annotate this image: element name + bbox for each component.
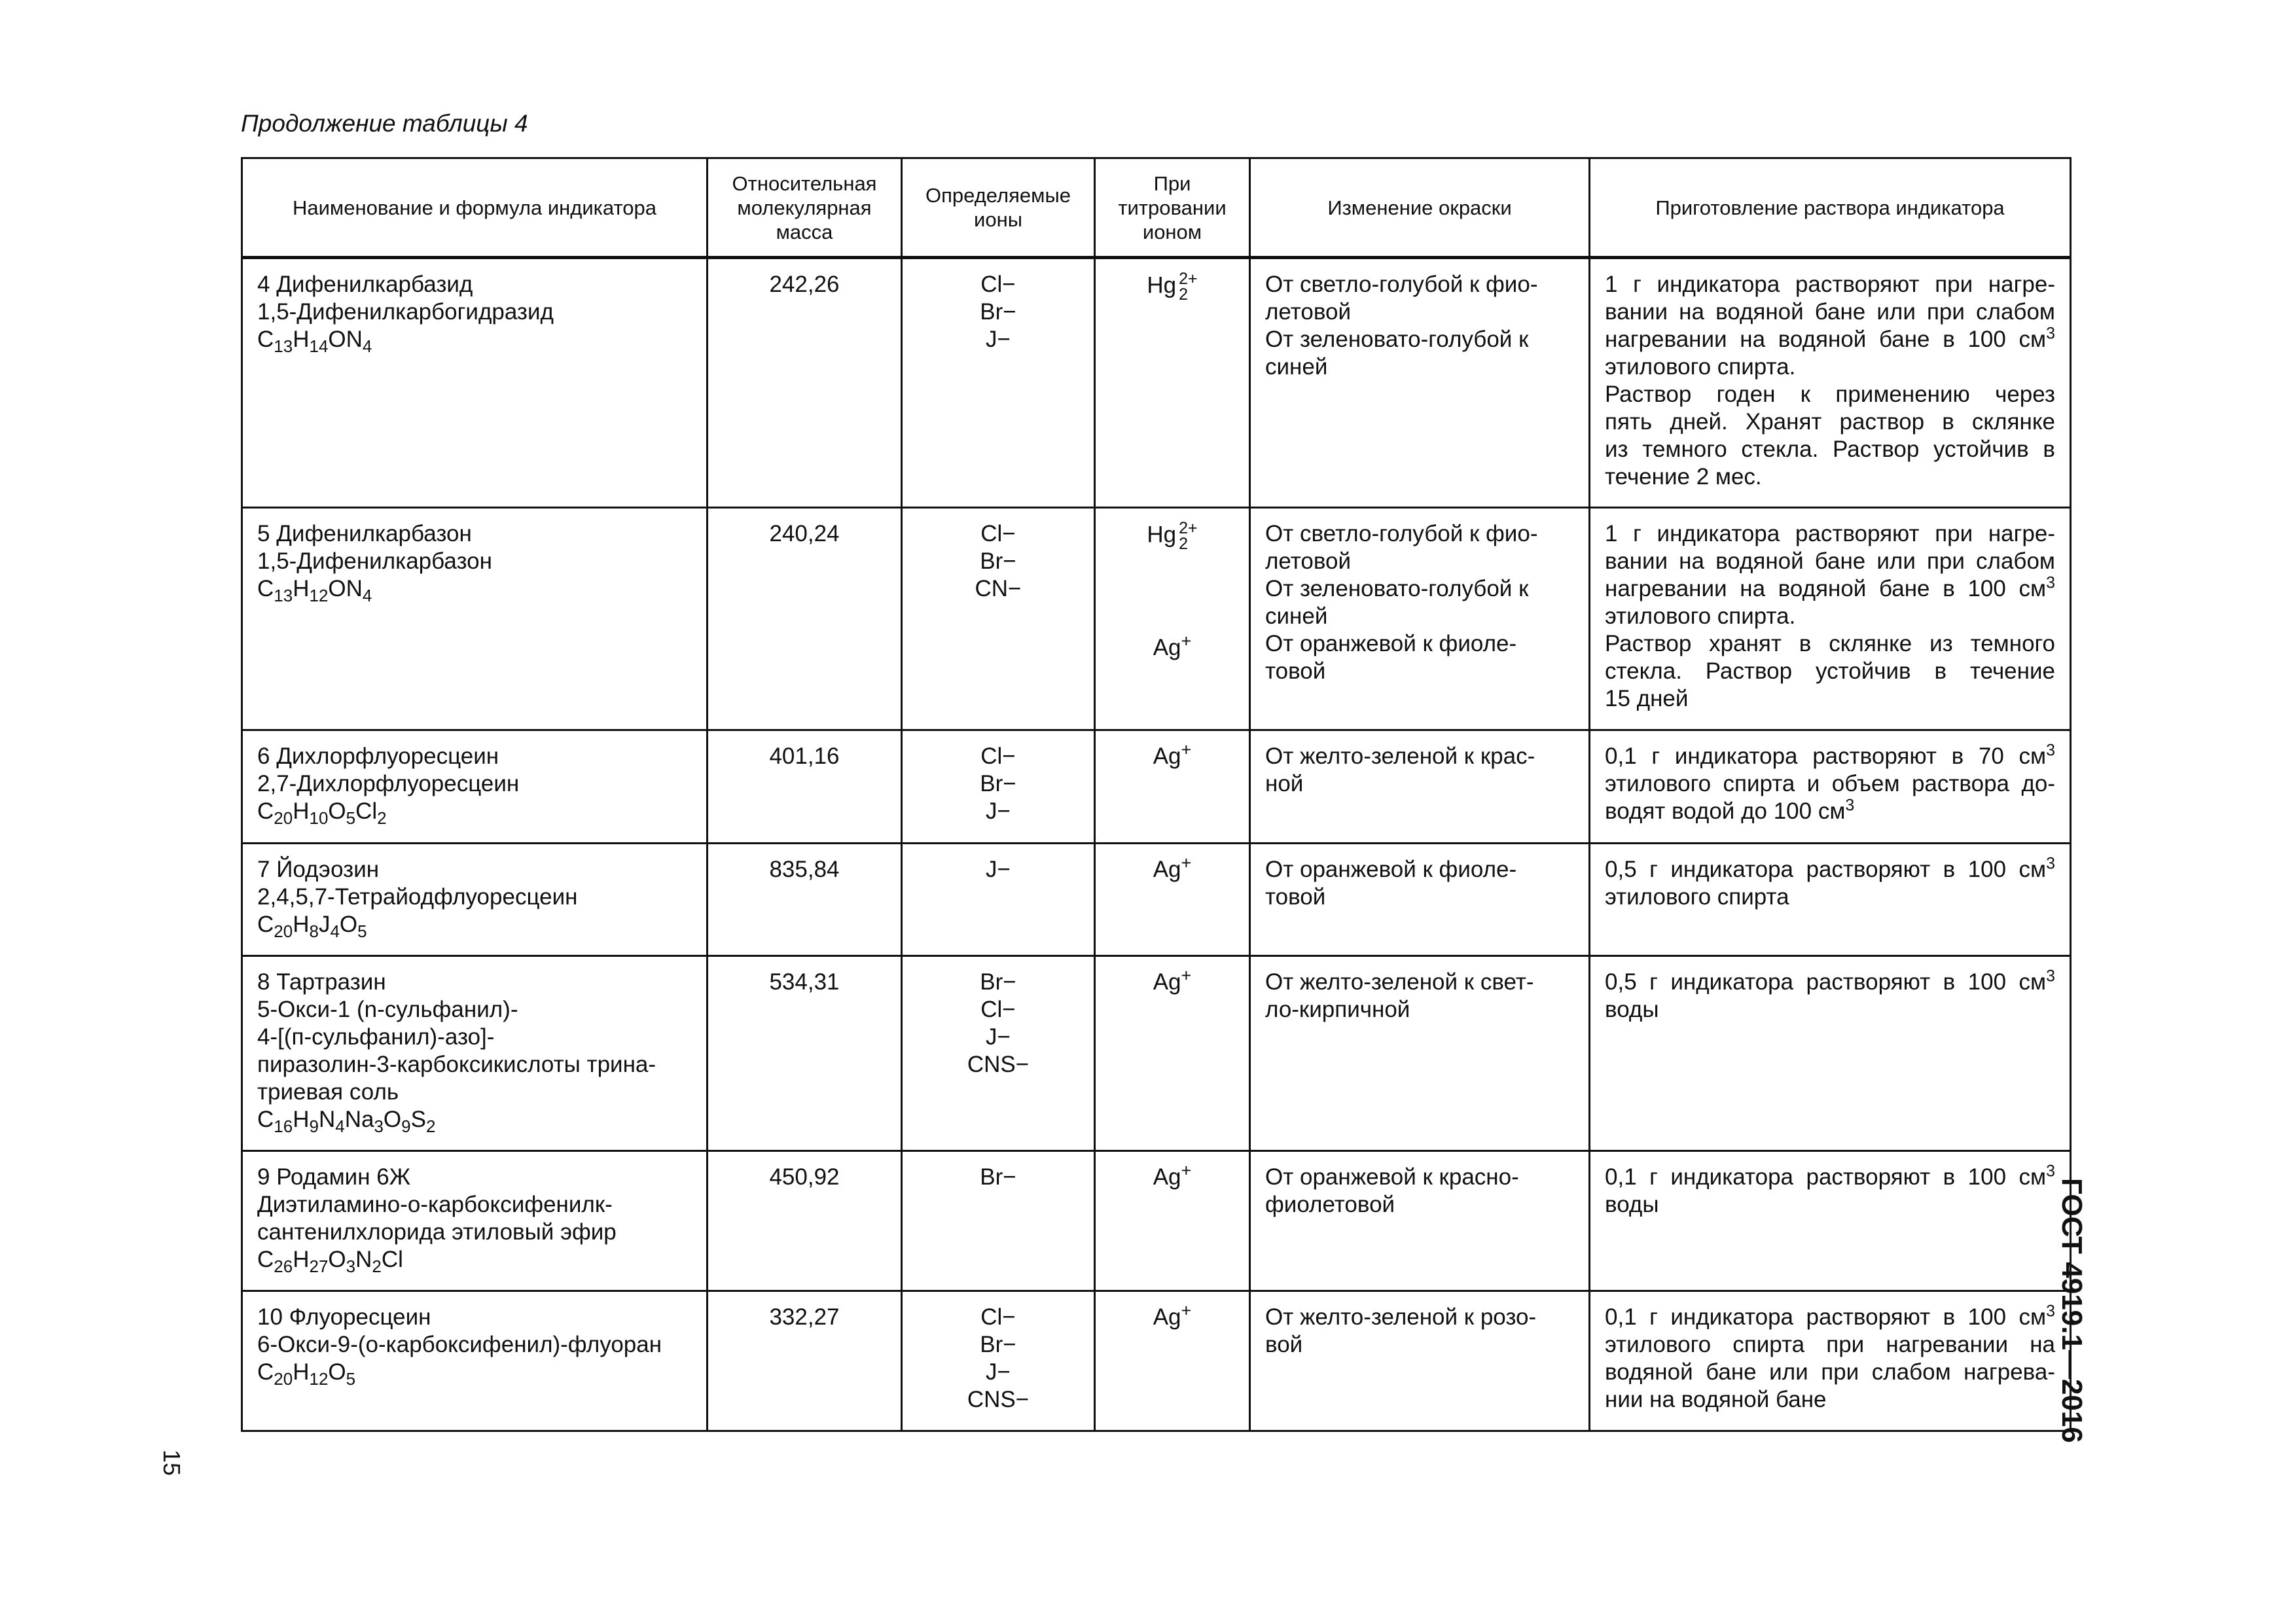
preparation-cell: [1590, 844, 2071, 956]
ion: J−: [986, 798, 1011, 824]
indicator-synonym: 2,4,5,7-Тетрайодфлуоресцеин: [257, 884, 578, 910]
color-change-line: От зеленовато-голубой к: [1265, 576, 1529, 601]
color-change-cell: [1250, 844, 1590, 956]
preparation-cell: [1590, 508, 2071, 730]
document-code: ГОСТ 4919.1—2016: [2056, 1178, 2088, 1443]
indicator-formula: $C_{20}H_{12}O_5$: [257, 1359, 356, 1389]
preparation-cell: [1590, 956, 2071, 1151]
indicator-formula: $C_{13}H_{14}ON_4$: [257, 327, 372, 356]
color-change-cell: [1250, 1291, 1590, 1431]
ions-cell: [902, 844, 1095, 956]
preparation-line: этилового спирта при нагревании на: [1605, 1332, 2055, 1357]
preparation-line: вании на водяной бане или при слабом: [1605, 548, 2055, 574]
preparation-line: этилового спирта.: [1605, 354, 1796, 380]
preparation-cell: [1590, 730, 2071, 844]
titrant-cell: [1095, 1291, 1250, 1431]
ion: Cl−: [980, 272, 1016, 297]
molecular-mass: 401,16: [708, 730, 902, 844]
ion: J−: [986, 1359, 1011, 1385]
indicator-name-cell: [242, 956, 708, 1151]
indicator-name-cell: [242, 508, 708, 730]
color-change-cell: [1250, 956, 1590, 1151]
preparation-line: этилового спирта: [1605, 884, 1789, 910]
table-row: [242, 508, 2071, 730]
color-change-line: От желто-зеленой к розо-: [1265, 1304, 1537, 1330]
ion: Br−: [980, 1332, 1016, 1357]
table-row: [242, 258, 2071, 508]
table-row: [242, 844, 2071, 956]
table-row: [242, 1291, 2071, 1431]
titrant-cell: [1095, 258, 1250, 508]
header-molecular-mass: Относительная молекулярная масса: [708, 158, 902, 258]
table-row: [242, 956, 2071, 1151]
ion: J−: [986, 857, 1011, 882]
table-row: [242, 1151, 2071, 1291]
preparation-line: 15 дней: [1605, 686, 1689, 711]
indicator-formula: $C_{26}H_{27}O_3N_2Cl$: [257, 1247, 403, 1276]
page-number: 15: [158, 1450, 185, 1476]
preparation-line: 0,5 г индикатора растворяют в 100 $см^3$: [1605, 854, 2055, 882]
preparation-line: 0,1 г индикатора растворяют в 100 $см^3$: [1605, 1162, 2055, 1190]
ions-cell: [902, 508, 1095, 730]
ion: J−: [986, 327, 1011, 352]
color-change-line: фиолетовой: [1265, 1192, 1395, 1217]
titrant-ion: Hg 2+ 2: [1147, 270, 1198, 304]
ion: Cl−: [980, 1304, 1016, 1330]
color-change-line: От оранжевой к фиоле-: [1265, 857, 1517, 882]
color-change-cell: [1250, 258, 1590, 508]
ion: Br−: [980, 771, 1016, 796]
color-change-line: ной: [1265, 771, 1304, 796]
molecular-mass: 534,31: [708, 956, 902, 1151]
preparation-line: воды: [1605, 1192, 1659, 1217]
indicator-formula: $C_{20}H_8J_4O_5$: [257, 912, 367, 941]
molecular-mass: 240,24: [708, 508, 902, 730]
color-change-line: синей: [1265, 354, 1328, 380]
titrant-ion: Hg 2+ 2: [1147, 519, 1198, 553]
indicator-name-cell: [242, 730, 708, 844]
titrant-ion: Ag+: [1153, 740, 1192, 769]
indicator-name: 8 Тартразин: [257, 969, 386, 995]
color-change-cell: [1250, 1151, 1590, 1291]
ion: Cl−: [980, 743, 1016, 769]
ion: CNS−: [967, 1387, 1030, 1412]
preparation-line: нии на водяной бане: [1605, 1387, 1827, 1412]
preparation-line: воды: [1605, 997, 1659, 1022]
titrant-ion: Ag+: [1153, 1160, 1192, 1190]
ions-cell: [902, 1291, 1095, 1431]
preparation-line: нагревании на водяной бане в 100 $см^3$: [1605, 573, 2055, 601]
preparation-cell: [1590, 1291, 2071, 1431]
header-name-formula: Наименование и формула индикатора: [242, 158, 708, 258]
ion: CNS−: [967, 1052, 1030, 1077]
table-caption: Продолжение таблицы 4: [241, 110, 528, 137]
table-header-row: [242, 158, 2071, 258]
molecular-mass: 835,84: [708, 844, 902, 956]
ion: Cl−: [980, 997, 1016, 1022]
ion: CN−: [975, 576, 1022, 601]
indicator-table: [241, 157, 2070, 1432]
titrant-ion: Ag+: [1153, 631, 1192, 660]
ion: Cl−: [980, 521, 1016, 546]
indicator-synonym: пиразолин-3-карбоксикислоты трина-: [257, 1052, 656, 1077]
preparation-line: 0,5 г индикатора растворяют в 100 $см^3$: [1605, 967, 2055, 995]
color-change-line: вой: [1265, 1332, 1303, 1357]
preparation-line: пять дней. Хранят раствор в склянке: [1605, 409, 2055, 435]
indicator-name: 5 Дифенилкарбазон: [257, 521, 472, 546]
preparation-line: этилового спирта.: [1605, 603, 1796, 629]
indicator-name-cell: [242, 258, 708, 508]
indicator-formula: $C_{13}H_{12}ON_4$: [257, 576, 372, 605]
ion: Br−: [980, 299, 1016, 325]
preparation-line: Раствор годен к применению через: [1605, 382, 2055, 407]
indicator-name: 4 Дифенилкарбазид: [257, 272, 473, 297]
preparation-line: 0,1 г индикатора растворяют в 100 $см^3$: [1605, 1302, 2055, 1330]
preparation-line: 1 г индикатора растворяют при нагре-: [1605, 272, 2055, 297]
indicator-name: 7 Йодэозин: [257, 857, 380, 882]
preparation-cell: [1590, 1151, 2071, 1291]
preparation-line: водяной бане или при слабом нагрева-: [1605, 1359, 2055, 1385]
indicator-synonym: триевая соль: [257, 1079, 399, 1105]
color-change-cell: [1250, 730, 1590, 844]
color-change-cell: [1250, 508, 1590, 730]
color-change-line: летовой: [1265, 299, 1352, 325]
indicator-synonym: Диэтиламино-о-карбоксифенилк-: [257, 1192, 613, 1217]
color-change-line: От желто-зеленой к крас-: [1265, 743, 1535, 769]
color-change-line: ло-кирпичной: [1265, 997, 1410, 1022]
preparation-cell: [1590, 258, 2071, 508]
preparation-line: течение 2 мес.: [1605, 464, 1762, 490]
preparation-line: 1 г индикатора растворяют при нагре-: [1605, 521, 2055, 546]
titrant-cell: [1095, 730, 1250, 844]
color-change-line: товой: [1265, 658, 1326, 684]
ions-cell: [902, 258, 1095, 508]
ions-cell: [902, 730, 1095, 844]
titrant-cell: [1095, 844, 1250, 956]
indicator-synonym: сантенилхлорида этиловый эфир: [257, 1219, 617, 1245]
color-change-line: От светло-голубой к фио-: [1265, 272, 1538, 297]
molecular-mass: 332,27: [708, 1291, 902, 1431]
preparation-line: водят водой до 100 $см^3$: [1605, 796, 1855, 824]
indicator-name-cell: [242, 1151, 708, 1291]
indicator-name: 10 Флуоресцеин: [257, 1304, 431, 1330]
header-color-change: Изменение окраски: [1250, 158, 1590, 258]
color-change-line: От оранжевой к фиоле-: [1265, 631, 1517, 656]
ions-cell: [902, 956, 1095, 1151]
indicator-synonym: 5-Окси-1 (n-сульфанил)-: [257, 997, 518, 1022]
preparation-line: Раствор хранят в склянке из темного: [1605, 631, 2055, 656]
ion: J−: [986, 1024, 1011, 1050]
titrant-ion: Ag+: [1153, 853, 1192, 882]
preparation-line: из темного стекла. Раствор устойчив в: [1605, 437, 2055, 462]
indicator-name: 6 Дихлорфлуоресцеин: [257, 743, 499, 769]
preparation-line: вании на водяной бане или при слабом: [1605, 299, 2055, 325]
indicator-synonym: 4-[(п-сульфанил)-азо]-: [257, 1024, 495, 1050]
preparation-line: 0,1 г индикатора растворяют в 70 $см^3$: [1605, 741, 2055, 769]
ion: Br−: [980, 1164, 1016, 1190]
titrant-cell: [1095, 1151, 1250, 1291]
color-change-line: От светло-голубой к фио-: [1265, 521, 1538, 546]
indicator-name-cell: [242, 1291, 708, 1431]
preparation-line: стекла. Раствор устойчив в течение: [1605, 658, 2055, 684]
header-preparation: Приготовление раствора индикатора: [1590, 158, 2071, 258]
titrant-cell: [1095, 956, 1250, 1151]
ion: Br−: [980, 548, 1016, 574]
color-change-line: товой: [1265, 884, 1326, 910]
color-change-line: летовой: [1265, 548, 1352, 574]
color-change-line: От оранжевой к красно-: [1265, 1164, 1519, 1190]
indicator-formula: $C_{16}H_9N_4Na_3O_9S_2$: [257, 1107, 436, 1136]
color-change-line: От желто-зеленой к свет-: [1265, 969, 1534, 995]
color-change-line: От зеленовато-голубой к: [1265, 327, 1529, 352]
preparation-line: нагревании на водяной бане в 100 $см^3$: [1605, 324, 2055, 352]
ions-cell: [902, 1151, 1095, 1291]
table-row: [242, 730, 2071, 844]
indicator-name: 9 Родамин 6Ж: [257, 1164, 411, 1190]
titrant-cell: [1095, 508, 1250, 730]
indicator-synonym: 1,5-Дифенилкарбазон: [257, 548, 492, 574]
header-titrant-ion: При титровании ионом: [1095, 158, 1250, 258]
header-determined-ions: Определяемые ионы: [902, 158, 1095, 258]
molecular-mass: 450,92: [708, 1151, 902, 1291]
color-change-line: синей: [1265, 603, 1328, 629]
titrant-ion: Ag+: [1153, 965, 1192, 995]
indicator-synonym: 6-Окси-9-(о-карбоксифенил)-флуоран: [257, 1332, 662, 1357]
indicator-synonym: 1,5-Дифенилкарбогидразид: [257, 299, 554, 325]
indicator-name-cell: [242, 844, 708, 956]
molecular-mass: 242,26: [708, 258, 902, 508]
indicator-formula: $C_{20}H_{10}O_5Cl_2$: [257, 798, 387, 828]
titrant-ion: Ag+: [1153, 1300, 1192, 1330]
preparation-line: этилового спирта и объем раствора до-: [1605, 771, 2055, 796]
indicator-synonym: 2,7-Дихлорфлуоресцеин: [257, 771, 520, 796]
ion: Br−: [980, 969, 1016, 995]
